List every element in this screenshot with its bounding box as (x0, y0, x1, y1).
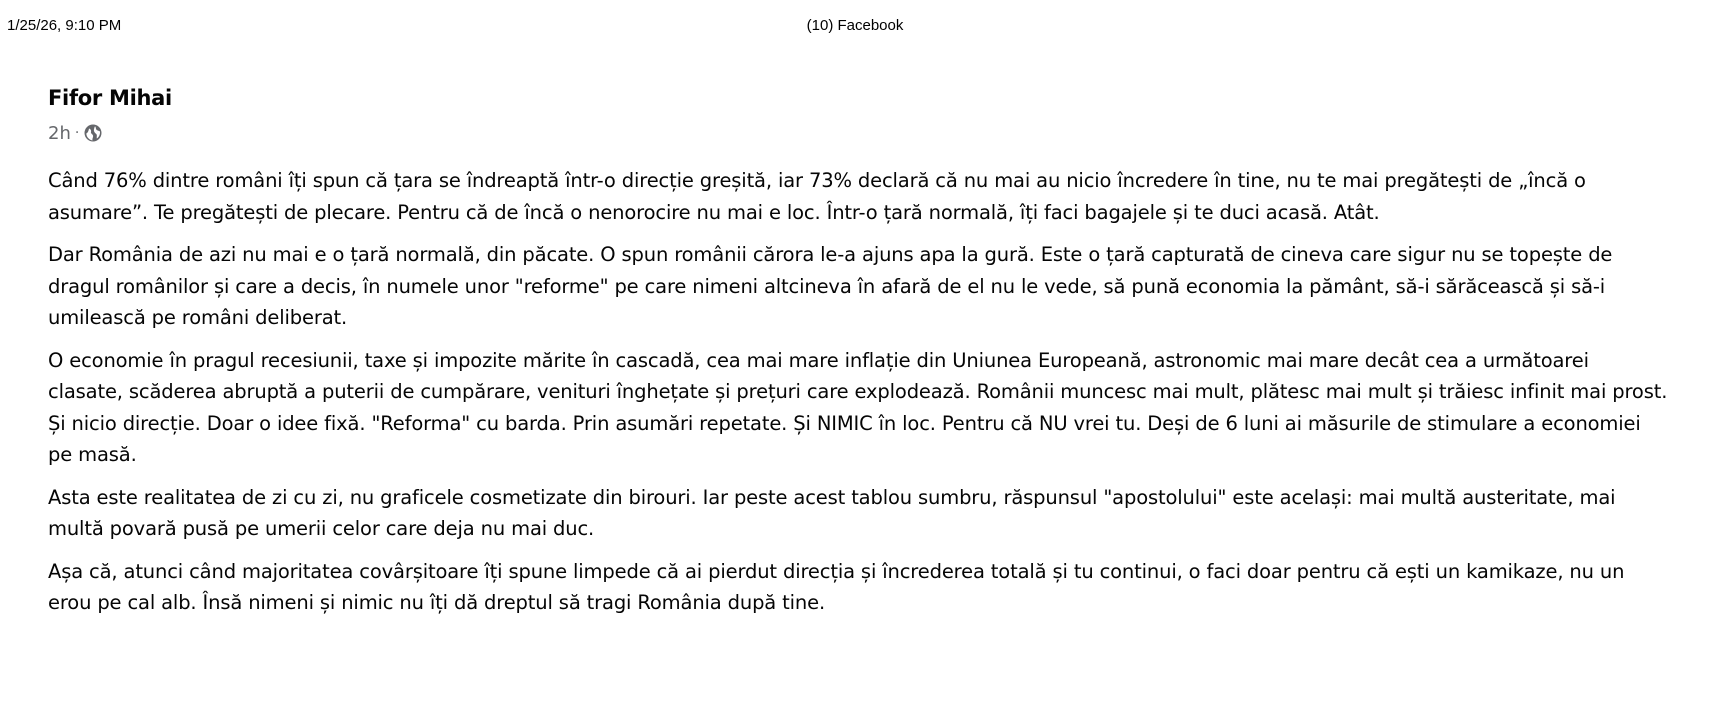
facebook-post (48, 86, 1668, 630)
print-header (7, 17, 1703, 37)
post-paragraph: Așa că, atunci când majoritatea covârșitoare îți spune limpede că ai pierdut direcția și încrederea totală și tu continui, o faci doar pentru că ești un kamikaze, nu un erou pe cal alb. Însă nimeni și nimic nu îți dă dreptul să tragi România după tine. (48, 559, 1625, 614)
post-meta (48, 120, 1668, 146)
post-paragraph: Când 76% dintre români îți spun că țara se îndreaptă într-o direcție greșită, iar 73% declară că nu mai au nicio încredere în tine, nu te mai pregătești de „încă o asumare”. Te pregătești de plecare. Pentru că de încă o nenorocire nu mai e loc. Într-o țară normală, îți faci bagajele și te duci acasă. Atât. (48, 169, 1586, 224)
post-paragraph: Dar România de azi nu mai e o țară normală, din păcate. O spun românii cărora le-a ajuns apa la gură. Este o țară capturată de cineva care sigur nu se topește de dragul românilor și care a decis, în numele unor "reforme" pe care nimeni altcineva în afară de el nu le vede, să pună economia la pământ, să-i sărăcească și să-i umilească pe români deliberat. (48, 243, 1613, 329)
globe-icon[interactable] (83, 123, 103, 143)
post-paragraph: Asta este realitatea de zi cu zi, nu graficele cosmetizate din birouri. Iar peste acest tablou sumbru, răspunsul "apostolului" este același: mai multă austeritate, mai multă povară pusă pe umerii celor care deja nu mai duc. (48, 485, 1616, 540)
post-author-name[interactable]: Fifor Mihai (48, 86, 172, 110)
post-paragraph: O economie în pragul recesiunii, taxe și impozite mărite în cascadă, cea mai mare inflație din Uniunea Europeană, astronomic mai mare decât cea a următoarei clasate, scăderea abruptă a puterii de cumpărare, venituri înghețate și prețuri care explodează. Românii muncesc mai mult, plătesc mai mult și trăiesc infinit mai prost. Și nicio direcție. Doar o idee fixă. "Reforma" cu barda. Prin asumări repetate. Și NIMIC în loc. Pentru că NU vrei tu. Deși de 6 luni ai măsurile de stimulare a economiei pe masă. (48, 348, 1668, 466)
post-header (48, 86, 1668, 110)
post-body (48, 165, 1668, 619)
meta-separator: · (74, 125, 80, 141)
print-page-title: (10) Facebook (806, 17, 904, 34)
post-timestamp[interactable]: 2h (48, 122, 71, 144)
print-datetime: 1/25/26, 9:10 PM (7, 17, 122, 34)
